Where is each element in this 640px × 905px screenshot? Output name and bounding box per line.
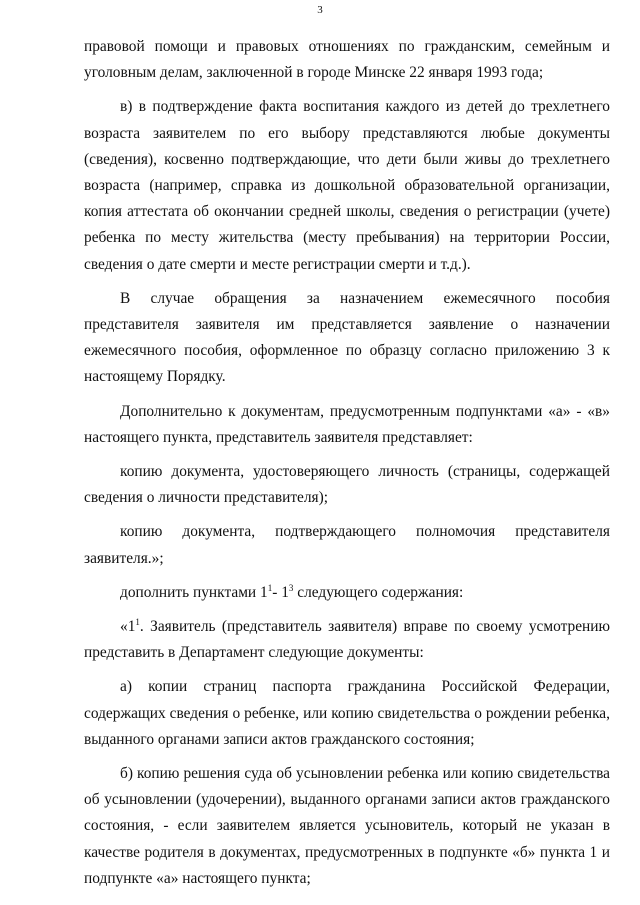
text-run: следующего содержания: [293, 583, 464, 601]
page-number: 3 [317, 4, 323, 16]
paragraph: копию документа, подтверждающего полномочия представителя заявителя.»; [84, 523, 610, 567]
superscript: 1 [267, 582, 273, 593]
text-run: дополнить пунктами 1 [120, 583, 268, 601]
superscript: 1 [135, 617, 140, 628]
paragraph-point-1-1 [84, 614, 610, 666]
text-run: «1 [120, 618, 136, 636]
text-run: - 1 [272, 583, 289, 601]
document-body [84, 34, 610, 900]
paragraph-supplement-points [84, 580, 610, 606]
paragraph: копию документа, удостоверяющего личность (страницы, содержащей сведения о личности представителя); [84, 463, 610, 507]
paragraph: а) копии страниц паспорта гражданина Российской Федерации, содержащих сведения о ребенке, или копию свидетельства о рождении ребенка, выданного органами записи актов гражданского состояния; [84, 678, 610, 748]
superscript: 3 [288, 582, 294, 593]
paragraph: В случае обращения за назначением ежемесячного пособия представителя заявителя им представляется заявление о назначении ежемесячного пособия, оформленное по образцу согласно приложению 3 к настоящему Порядку. [84, 289, 610, 386]
paragraph: правовой помощи и правовых отношениях по гражданским, семейным и уголовным делам, заключенной в городе Минске 22 января 1993 года; [84, 38, 610, 82]
paragraph: Дополнительно к документам, предусмотренным подпунктами «а» - «в» настоящего пункта, представитель заявителя представляет: [84, 402, 610, 446]
text-run: . Заявитель (представитель заявителя) вправе по своему усмотрению представить в Департамент следующие документы: [84, 618, 610, 662]
paragraph: в) в подтверждение факта воспитания каждого из детей до трехлетнего возраста заявителем по его выбору представляются любые документы (сведения), косвенно подтверждающие, что дети были живы до трехлетнего возраста (например, справка из дошкольной образовательной организации, копия аттестата об окончании средней школы, сведения о регистрации (учете) ребенка по месту жительства (месту пребывания) на территории России, сведения о дате смерти и месте регистрации смерти и т.д.). [84, 98, 610, 273]
paragraph: б) копию решения суда об усыновлении ребенка или копию свидетельства об усыновлении (удочерении), выданного органами записи актов гражданского состояния, - если заявителем является усыновитель, который не указан в качестве родителя в документах, предусмотренных в подпункте «б» пункта 1 и подпункте «а» настоящего пункта; [84, 765, 610, 887]
